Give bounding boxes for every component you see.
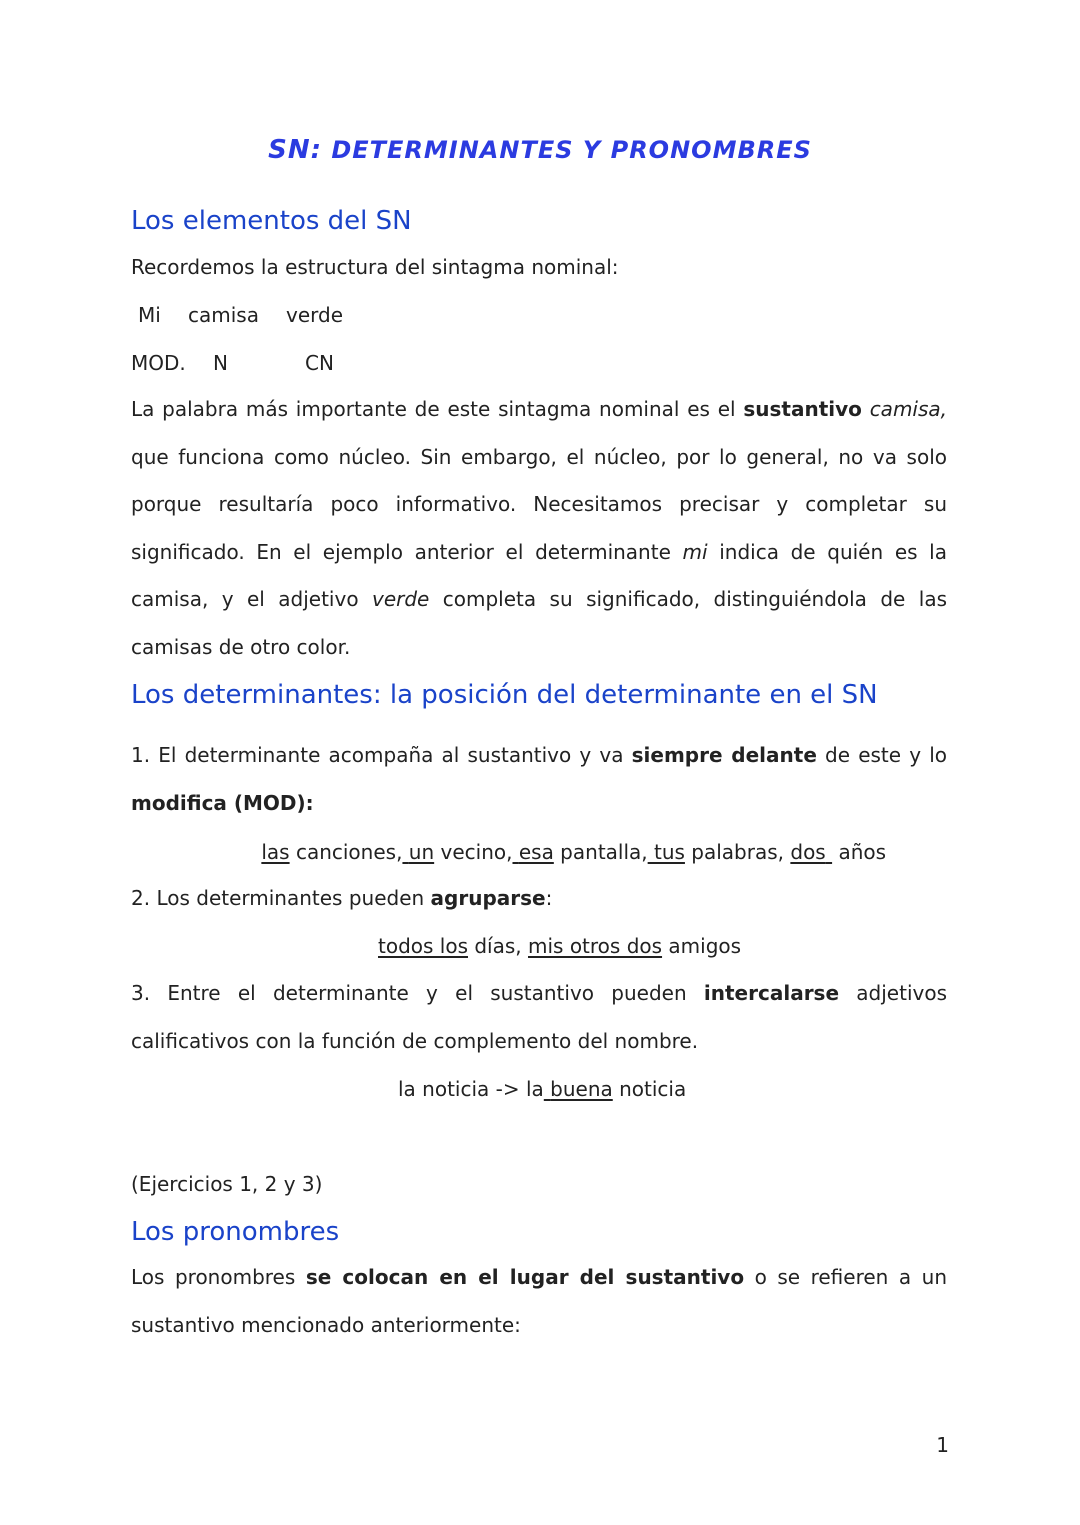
paragraph-nucleo: La palabra más importante de este sintagma nominal es el sustantivo camisa, que funciona como núcleo. Sin embargo, el núcleo, por lo general, no va solo porque resultaría poco informativo. Necesitamos precisar y completar su significado. En el ejemplo anterior el determinante mi indica de quién es la camisa, y el adjetivo verde completa su significado, distinguiéndola de las camisas de otro color.	[131, 397, 948, 659]
example-camisa: camisa	[188, 303, 259, 327]
exercises-note: (Ejercicios 1, 2 y 3)	[131, 1172, 323, 1196]
function-cn: CN	[305, 351, 334, 375]
rule-3: 3. Entre el determinante y el sustantivo pueden intercalarse adjetivos calificativos con la función de complemento del nombre.	[131, 981, 947, 1053]
example-mi: Mi	[138, 303, 161, 327]
example-2: todos los días, mis otros dos amigos	[378, 934, 742, 958]
example-3: la noticia -> la buena noticia	[398, 1077, 687, 1101]
rule-2: 2. Los determinantes pueden agruparse:	[131, 886, 553, 910]
heading-elementos: Los elementos del SN	[131, 206, 412, 236]
rule-1: 1. El determinante acompaña al sustantivo y va siempre delante de este y lo modifica (MOD):	[131, 743, 947, 815]
page-number: 1	[936, 1433, 949, 1457]
title-sn: SN:	[268, 135, 322, 165]
example-verde: verde	[286, 303, 344, 327]
paragraph-pronombres: Los pronombres se colocan en el lugar del sustantivo o se refieren a un sustantivo mencionado anteriormente:	[131, 1265, 947, 1337]
title-rest: DETERMINANTES Y PRONOMBRES	[331, 136, 812, 164]
heading-determinantes: Los determinantes: la posición del determinante en el SN	[131, 680, 878, 710]
function-n: N	[213, 351, 228, 375]
heading-pronombres: Los pronombres	[131, 1217, 340, 1247]
intro-text: Recordemos la estructura del sintagma nominal:	[131, 255, 619, 279]
function-mod: MOD.	[131, 351, 186, 375]
page-title	[0, 135, 1080, 165]
example-1: las canciones, un vecino, esa pantalla, tus palabras, dos años	[261, 840, 887, 864]
